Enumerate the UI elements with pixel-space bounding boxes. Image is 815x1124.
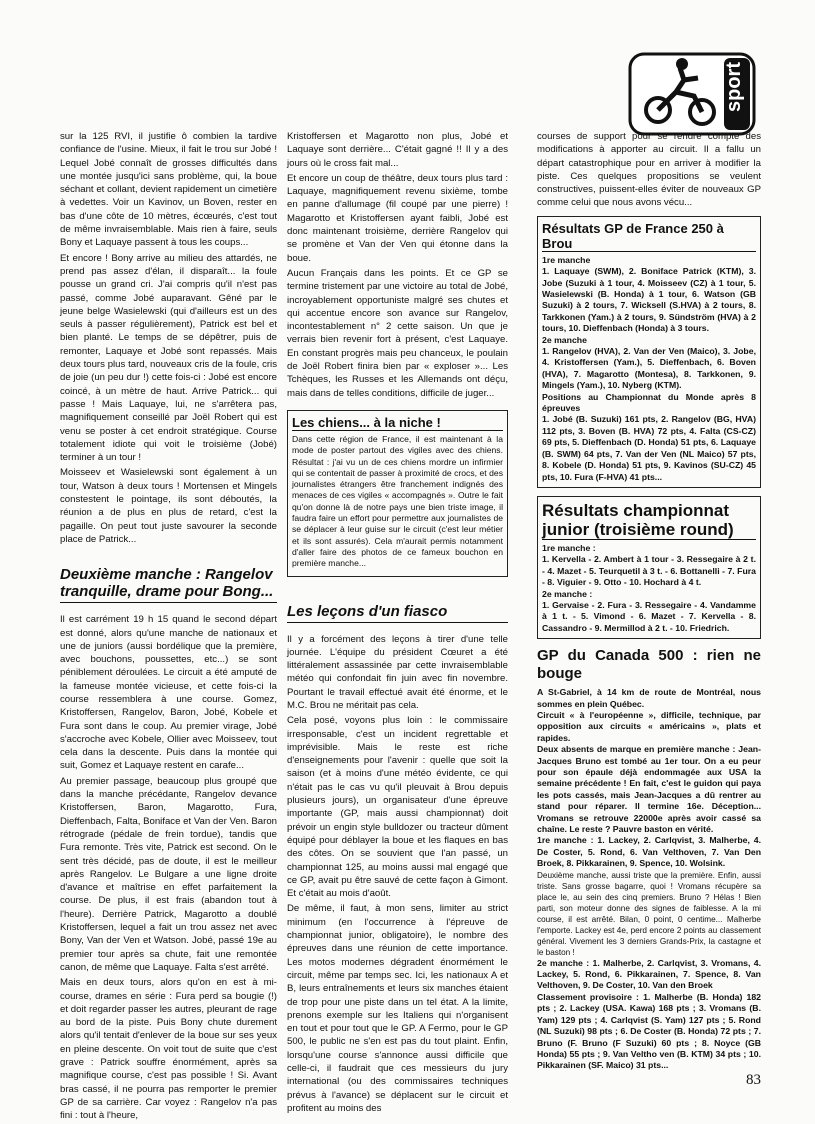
results-text: 1. Kervella - 2. Ambert à 1 tour - 3. Ressegaire à 2 t. - 4. Mazet - 5. Teurquetil à 3 t. - 6. Bottanelli - 7. Fura - 8. Viguier - 9. Otto - 10. Hochard à 4 t. (542, 554, 756, 588)
paragraph: sur la 125 RVI, il justifie ô combien la tardive confiance de l'usine. Mieux, il fait le trou sur Jobé ! Lequel Jobé connaît de grosses difficultés dans une montée jusqu'ici sans problème, qui, la boue séchant et collant, devient rapidement un cimetière à vedettes. Voir un Kavinov, un Boven, rester en bas d'une côte de 10 mètres, écœurés, c'est tout de même invraisemblable. Mais rien à faire, seuls Bony et Laquaye passent à tous les coups... (60, 131, 277, 249)
column-3 (537, 130, 761, 1072)
box-title: Résultats championnat junior (troisième round) (542, 501, 756, 540)
results-text: 1. Rangelov (HVA), 2. Van der Ven (Maico), 3. Jobe, 4. Kristoffersen (Yam.), 5. Dieffenbach, 6. Boven (HVA), 7. Magarotto (Montesa), 8. Tarkkonen, 9. Mingels (Yam.), 10. Nyberg (KTM). (542, 346, 756, 391)
section-title-lecons: Les leçons d'un fiasco (287, 603, 508, 623)
paragraph: Et encore un coup de théâtre, deux tours plus tard : Laquaye, magnifiquement revenu sixième, tombe en panne d'allumage (fil coupé par une pierre) ! Magarotto et Kristoffersen ayant faibli, Jobé est donc maintenant troisième, derrière Rangelov qui se promène et Van der Ven qui étonne dans la boue. (287, 172, 508, 264)
standings: Classement provisoire : 1. Malherbe (B. Honda) 182 pts ; 2. Lackey (USA. Kawa) 168 pts ; 3. Vromans (B. Yam) 129 pts ; 4. Carlqvist (S. Yam) 127 pts ; 5. Rond (NL Suzuki) 98 pts ; 6. De Coster (B. Honda) 72 pts ; 7. Bruno (F. Bruno (F Suzuki) 60 pts ; 8. Noyce (GB Honda) 55 pts ; 9. Van Veltho ven (B. KTM) 34 pts ; 10. Pikkarainen (SF. Maico) 31 pts... (537, 991, 761, 1071)
results-box-250 (537, 216, 761, 488)
heat-results: 2e manche : 1. Malherbe, 2. Carlqvist, 3. Vromans, 4. Lackey, 5. Rond, 6. Pikkarainen, 7. Spence, 8. Van Velthoven, 9. De Coster, 10. Van den Broek (537, 957, 761, 991)
paragraph: Deux absents de marque en première manche : Jean-Jacques Bruno est tombé au 1er tour. On a eu peur pour son épaule déjà endommagée aux USA la semaine précédente ! En fait, c'est le guidon qui paya les pots cassés, mais Jean-Jacques a dû rentrer au stand pour réparer. Il termine 16e. Déception... Vromans se retrouve 22000e après avoir cassé sa chaîne. Le reste ? Pauvre baston en vérité. (537, 744, 761, 835)
paragraph: Mais en deux tours, alors qu'on en est à mi-course, drames en série : Fura perd sa bougie (!) et doit regarder passer les autres, pleurant de rage au bord de la piste. Puis Bony chute durement alors qu'il tentait d'enlever de la boue sur ses yeux en pleine descente. On voit tout de suite que c'est grave : Patrick souffre énormément, après sa magnifique course, c'est pas possible ! Si. Avant bras cassé, il ne pourra pas remporter le premier GP de sa carrière. Car voyez : Rangelov n'a pas fini : tout à l'heure, (60, 977, 277, 1122)
column-1 (60, 130, 277, 1124)
heat-label: 2e manche (542, 334, 587, 345)
standings-label: Positions au Championnat du Monde après 8 épreuves (542, 391, 756, 414)
heat-label: 1re manche : (542, 542, 596, 553)
sidebar-box-chiens (287, 410, 508, 577)
paragraph: Moisseev et Wasielewski sont également à un tour, Watson à deux tours ! Mortensen et Mingels constestent le pointage, ils sont déboutés, la réunion a de plus en plus de retard, c'est la pagaille. On peut tout juste savourer la seconde place de Patrick... (60, 467, 277, 545)
paragraph: De même, il faut, à mon sens, limiter au strict minimum (en l'occurrence à l'épreuve de championnat junior, obligatoire), le nombre des épreuves dans une réunion de cette importance. Les motos modernes dégradent énormément le circuit, même par temps sec. Ici, les nationaux A et B, leurs entraînements et leurs six manches étaient de trop pour une piste dans un tel état. A la limite, prenons exemple sur les Italiens qui n'organisent en tout et pour tout que le GP. A Fermo, pour le GP 500, le public ne s'en est pas du tout plaint. Enfin, lorsqu'une course s'annonce aussi difficile que celle-ci, il faudrait que ces messieurs du jury international (ou des commissaires techniques prévus à l'avance) se déplacent sur le circuit et profitent au moins des (287, 903, 508, 1114)
paragraph: Au premier passage, beaucoup plus groupé que dans la manche précédante, Rangelov devance Kristoffersen, Baron, Magarotto, Fura, Dieffenbach, Falta, Boniface et Van der Ven. Baron rétrograde (pédale de frein tordue), tandis que Fura remonte. Très vite, Patrick est second. On le sent très décidé, pas de doute, il est le meilleur après Rangelov. Le Bulgare a une ligne droite d'avance et maîtrise en effet parfaitement la course. De plus, il est frais (abandon tout à l'heure). Derrière Patrick, Magarotto a doublé Kristoffersen, lequel a fait un trou assez net avec Bony, Van der Ven et Watson. Jobé, passé 19e au premier tour après sa chute, fait une remontée canon, de même que Laquaye. Falta s'est arrêté. (60, 775, 277, 973)
results-box-junior (537, 496, 761, 639)
section-title-canada: GP du Canada 500 : rien ne bouge (537, 647, 761, 683)
paragraph: courses de support pour se rendre compte des modifications à apporter au circuit. Il a fallu un départ catastrophique pour en arriver à modifier la piste. Ces quelques propositions se veulent constructives, puissent-elles éviter de nouveaux GP comme celui que nous avons vécu... (537, 131, 761, 209)
paragraph: Et encore ! Bony arrive au milieu des attardés, ne prend pas assez d'élan, il disparaît... la foule pousse un grand cri. J'ai compris qu'il n'est pas passé, comme Jobé auparavant. Gêné par le jeune belge Wasielewski (qui d'ailleurs est un des seuls à passer régulièrement), Patrick est bel et bien planté. Le temps de se dépêtrer, puis de remonter, Laquaye et Jobé sont repassés. Mais deux tours plus tard, nouveaux cris de la foule, cris de joie (un peu dur !) cette fois-ci : Jobé est encore coincé, à un mètre de haut. Arrive Patrick... qui passe ! Mais Laquaye, lui, ne s'arrêtera pas, magnifiquement conseillé par Joël Robert qui est venu se poster à cet endroit stratégique. Course totalement idiote qui voit le troisième (Jobé) terminer à un tour ! (60, 252, 277, 464)
paragraph: Deuxième manche, aussi triste que la première. Enfin, aussi triste. Sans grosse bagarre, quoi ! Vromans récupère sa place le, au sein des cinq premiers. Bruno ? Hélas ! Bien parti, son moteur donne des signes de faiblesse. A la mi course, il est arrêté. Bilan, 0 point, 0 centime... Malherbe l'emporte. Lackey est 4e, perd encore 2 points au classement général. Vivement les 3 derniers Grands-Prix, la castagne et le baston ! (537, 870, 761, 957)
box-title: Les chiens... à la niche ! (292, 415, 503, 431)
sport-logo (628, 52, 756, 136)
page-number: 83 (746, 1072, 761, 1088)
heat-results: 1re manche : 1. Lackey, 2. Carlqvist, 3. Malherbe, 4. De Coster, 5. Rond, 6. Van Velthoven, 7. Van Den Broek, 8. Pikkarainen, 9. Spence, 10. Wolsink. (537, 835, 761, 869)
heat-label: 2e manche : (542, 588, 593, 599)
paragraph: Il est carrément 19 h 15 quand le second départ est donné, alors qu'une manche de nationaux et une de juniors (aussi bordélique que la première, avec bouchons, poussettes, etc...) se sont péniblement déroulées. Le circuit a été amputé de la fameuse montée vicieuse, et cette fois-ci la course ressemblera à une course. Gomez, Kristoffersen, Rangelov, Baron, Jobé, Kobele et Fura sont dans le coup. Au premier virage, Jobé s'accroche avec Kobele, Ollier avec Moisseev, tout cela dans la descente. Puis dans la montée qui suit, Gomez et Laquaye restent en carafe... (60, 614, 277, 772)
heat-label: 1re manche (542, 254, 591, 265)
results-text: 1. Laquaye (SWM), 2. Boniface Patrick (KTM), 3. Jobe (Suzuki à 1 tour, 4. Moisseev (CZ) à 1 tour, 5. Wasielewski (B. Honda) à 1 tour, 6. Watson (GB Suzuki) à 2 tours, 7. Wicksell (S.HVA) à 2 tours, 8. Tarkkonen (Yam.) à 2 tours, 9. Sündström (HVA) à 2 tours, 10. Dieffenbach (Honda) à 3 tours. (542, 266, 756, 334)
results-text: 1. Gervaise - 2. Fura - 3. Ressegaire - 4. Vandamme à 1 t. - 5. Vimond - 6. Mazet - 7. Kervella - 8. Cassandro - 9. Mermillod à 2 t. - 10. Friedrich. (542, 599, 756, 633)
paragraph: Aucun Français dans les points. Et ce GP se termine tristement par une victoire au total de Jobé, incroyablement opportuniste malgré ses chutes et qui accentue encore son avance sur Rangelov, incontestablement n° 2 cette saison. Un que je verrais bien revenir fort à présent, c'est Laquaye. En constant progrès mais peu chanceux, le poulain de Joël Robert finira bien par « exploser »... Les Tchèques, les Russes et les Allemands ont déçu, mais dans de telles conditions, difficile de juger... (287, 267, 508, 399)
section-title-deuxieme-manche: Deuxième manche : Rangelov tranquille, drame pour Bong... (60, 566, 277, 603)
box-text: Dans cette région de France, il est maintenant à la mode de poster partout des vigiles avec des chiens. Résultat : j'ai vu un de ces chiens mordre un infirmier qui se contentait de passer à proximité de crocs, et des journalistes étrangers être franchement indignés des menaces de ces vigiles « accompagnés ». Outre le fait qu'on donne là de notre pays une bien triste image, il faudra faire un effort pour permettre aux journalistes de se déplacer à leur guise sur le circuit (c'est leur métier et ils sont assurés). Cela m'aurait permis notamment d'aller faire des photos de ce fameux bouchon en première manche... (292, 433, 503, 569)
paragraph: Circuit « à l'européenne », difficile, technique, par opposition aux circuits « américains », plats et rapides. (537, 709, 761, 743)
paragraph: Kristoffersen et Magarotto non plus, Jobé et Laquaye sont derrière... C'était gagné !! Il y a des jours où le cross fait mal... (287, 131, 508, 169)
paragraph: Cela posé, voyons plus loin : le commissaire irresponsable, c'est un incident regrettable et imprévisible. Mais le reste est riche d'enseignements pour l'avenir : quelle que soit la saison (et à moins d'une météo évidente, ce qui n'était pas le cas vu qu'il pleuvait à Brou depuis plusieurs jours), un organisateur d'une épreuve importante (GP, mais aussi championnat) doit prévoir un engin style bulldozer ou tracteur dûment équipé pour déblayer la boue et les flaques en bas des côtes. On se souvient que l'an passé, un championnat 125, au moins aussi mal engagé que ce GP, avait pu être sauvé de cette façon à Gimont. Et c'était au mois d'août. (287, 715, 508, 900)
paragraph: Il y a forcément des leçons à tirer d'une telle journée. L'équipe du président Cœuret a été littéralement assassinée par cette invraisemblable météo qui confondait fin juin avec fin novembre. Pourtant le travail effectué avait été énorme, et le M.C. Brou ne méritait pas cela. (287, 633, 508, 711)
results-text: 1. Jobé (B. Suzuki) 161 pts, 2. Rangelov (BG, HVA) 112 pts, 3. Boven (B. HVA) 72 pts, 4. Falta (CS-CZ) 69 pts, 5. Dieffenbach (D. Honda) 51 pts, 6. Laquaye (B. SWM) 64 pts, 7. Van der Ven (NL Maico) 57 pts, 8. Kobele (D. Honda) 51 pts, 9. Kavinos (SU-CZ) 45 pts, 10. Fura (F-HVA) 41 pts... (542, 414, 756, 482)
paragraph: A St-Gabriel, à 14 km de route de Montréal, nous sommes en plein Québec. (537, 687, 761, 709)
motocross-rider-icon (628, 52, 756, 136)
logo-text: sport (723, 62, 745, 112)
box-title: Résultats GP de France 250 à Brou (542, 221, 756, 252)
column-2 (287, 130, 508, 1117)
